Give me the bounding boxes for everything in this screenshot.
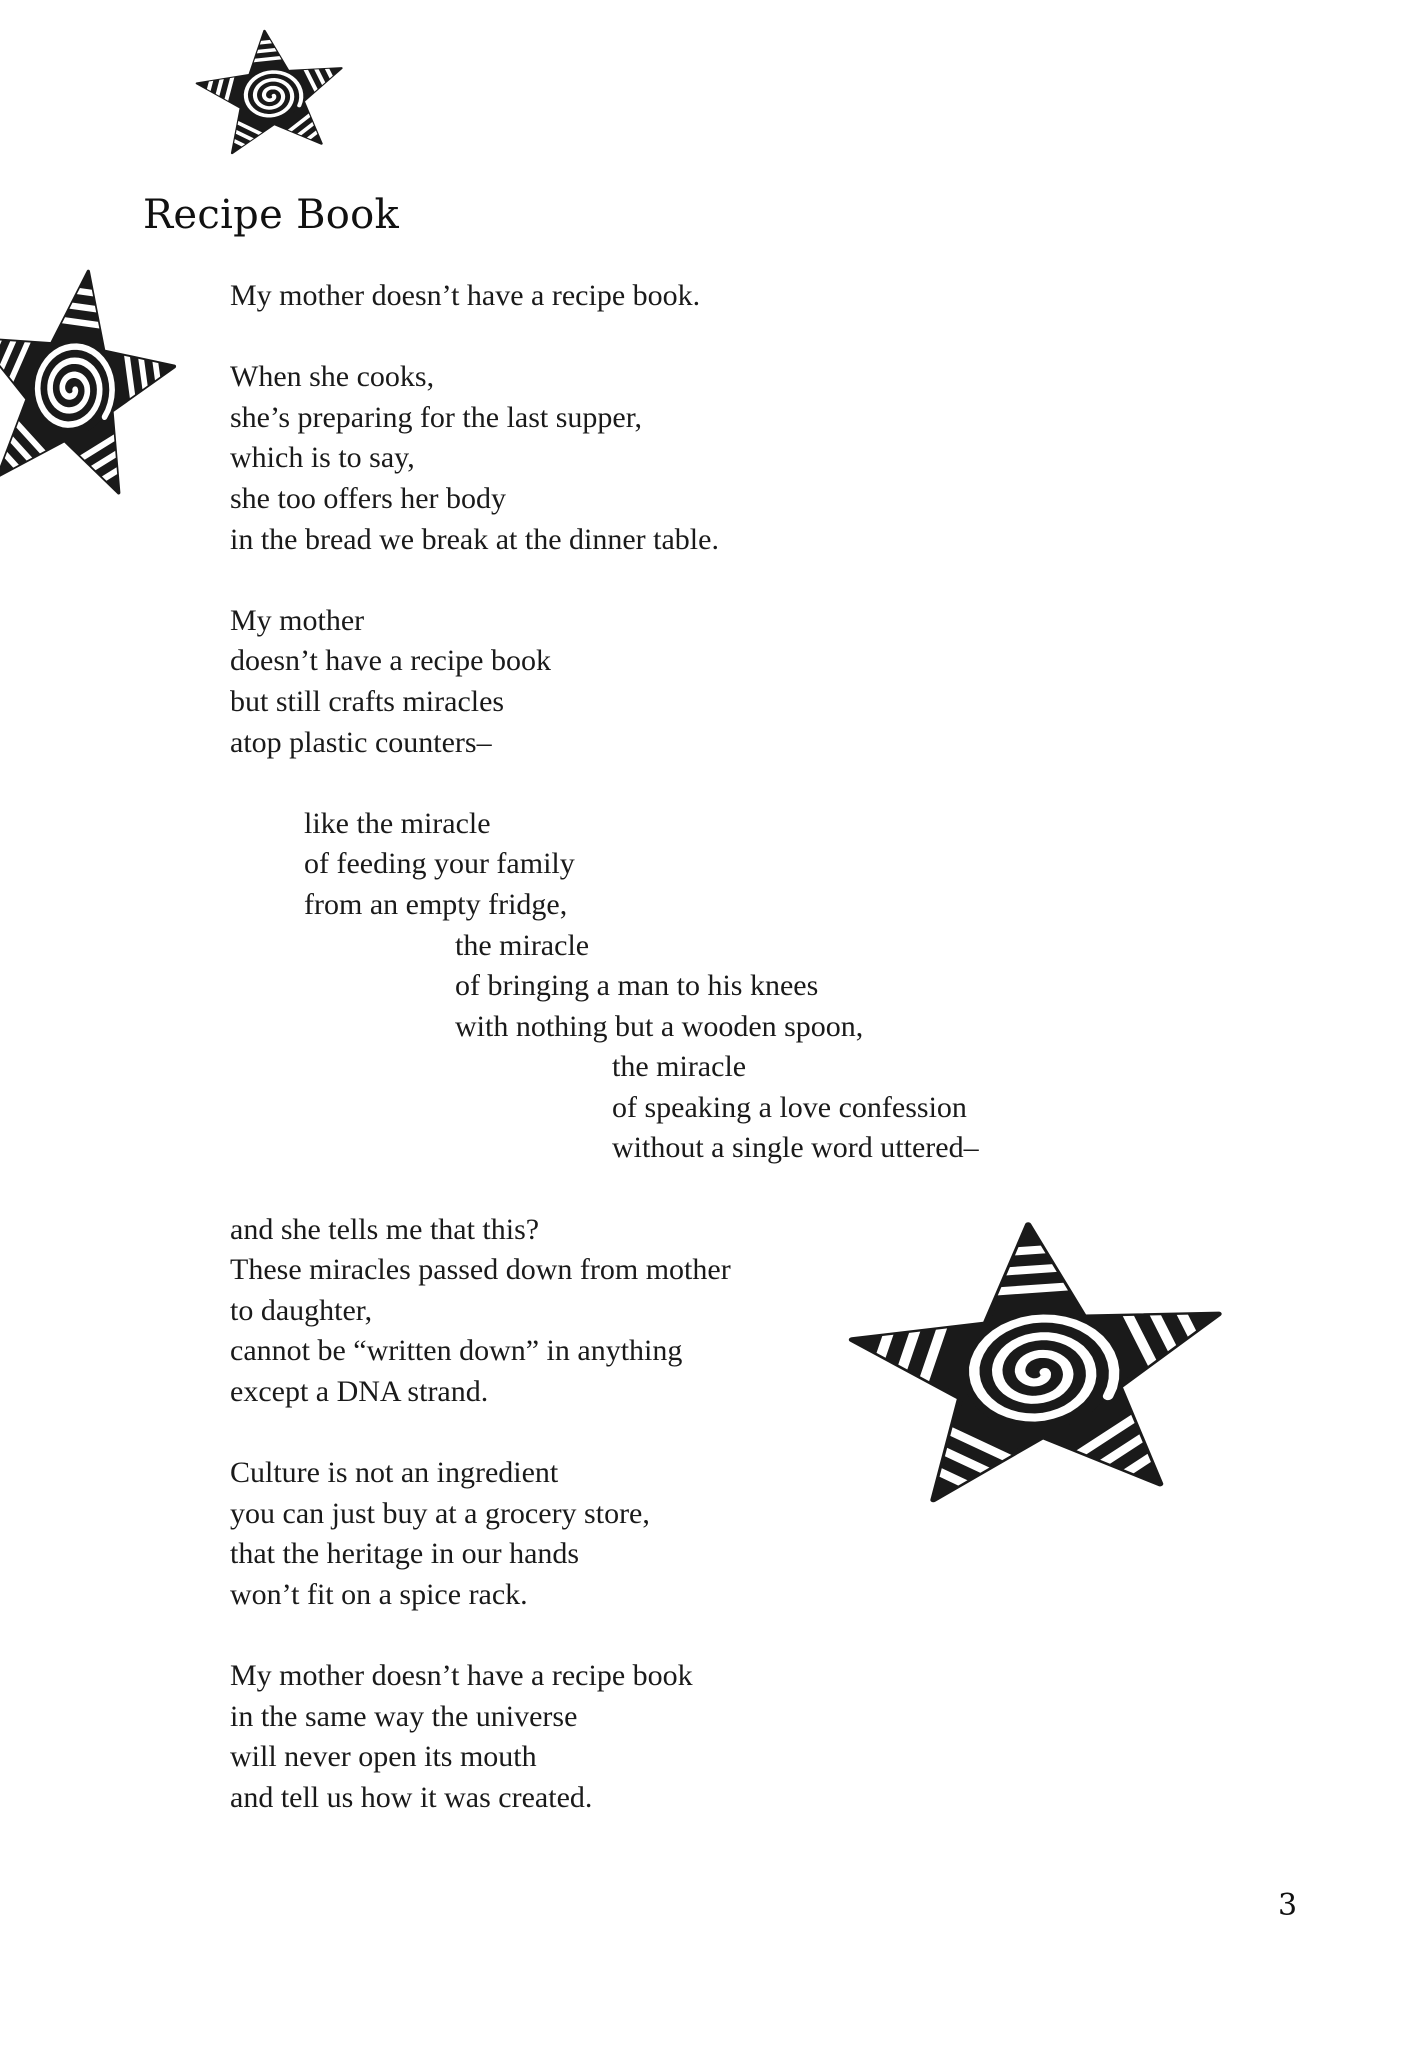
stanza-break [230, 763, 979, 804]
poem-line: cannot be “written down” in anything [230, 1334, 683, 1368]
poem-line: with nothing but a wooden spoon, [455, 1009, 864, 1043]
poem-line: won’t fit on a spice rack. [230, 1578, 528, 1611]
poem-line: to daughter, [230, 1293, 373, 1327]
poem-line: in the same way the universe [230, 1699, 578, 1733]
stanza-break [230, 1413, 979, 1454]
poem-line: of bringing a man to his knees [455, 969, 819, 1003]
poem-line: the miracle [612, 1050, 747, 1084]
poem-line: that the heritage in our hands [230, 1537, 580, 1571]
poem-line: but still crafts miracles [230, 684, 505, 718]
poem-line: These miracles passed down from mother [230, 1253, 731, 1287]
poem-line: Culture is not an ingredient [230, 1456, 559, 1490]
poem-line: atop plastic counters– [230, 725, 492, 759]
page-number: 3 [1278, 1888, 1298, 1923]
poem-line: she too offers her body [230, 481, 507, 515]
poem-line: she’s preparing for the last supper, [230, 400, 643, 434]
poem-line: except a DNA strand. [230, 1375, 489, 1409]
poem-line: My mother [230, 603, 365, 637]
spiral-star-icon [0, 241, 202, 528]
poem-line: from an empty fridge, [304, 887, 568, 921]
stanza-break [230, 560, 979, 601]
poem-line: which is to say, [230, 441, 415, 475]
poem-line: doesn’t have a recipe book [230, 644, 551, 678]
poem-line: When she cooks, [230, 360, 435, 394]
stanza-break [230, 317, 979, 358]
poem-line: you can just buy at a grocery store, [230, 1496, 650, 1530]
poem-line: and tell us how it was created. [230, 1780, 593, 1814]
poem-body [230, 276, 979, 1819]
poem-line: in the bread we break at the dinner table. [230, 522, 719, 556]
poem-line: and she tells me that this? [230, 1212, 540, 1246]
poem-line: the miracle [455, 928, 590, 962]
poem-line: without a single word uttered– [612, 1131, 979, 1165]
poem-line: of speaking a love confession [612, 1090, 967, 1124]
poem-line: of feeding your family [304, 847, 575, 881]
poem-title: Recipe Book [143, 192, 400, 238]
poem-line: will never open its mouth [230, 1740, 537, 1774]
poem-line: My mother doesn’t have a recipe book [230, 1659, 693, 1693]
stanza-break [230, 1616, 979, 1657]
poem-line: My mother doesn’t have a recipe book. [230, 279, 701, 312]
spiral-star-icon [181, 14, 361, 173]
poem-line: like the miracle [304, 806, 491, 840]
stanza-break [230, 1169, 979, 1210]
